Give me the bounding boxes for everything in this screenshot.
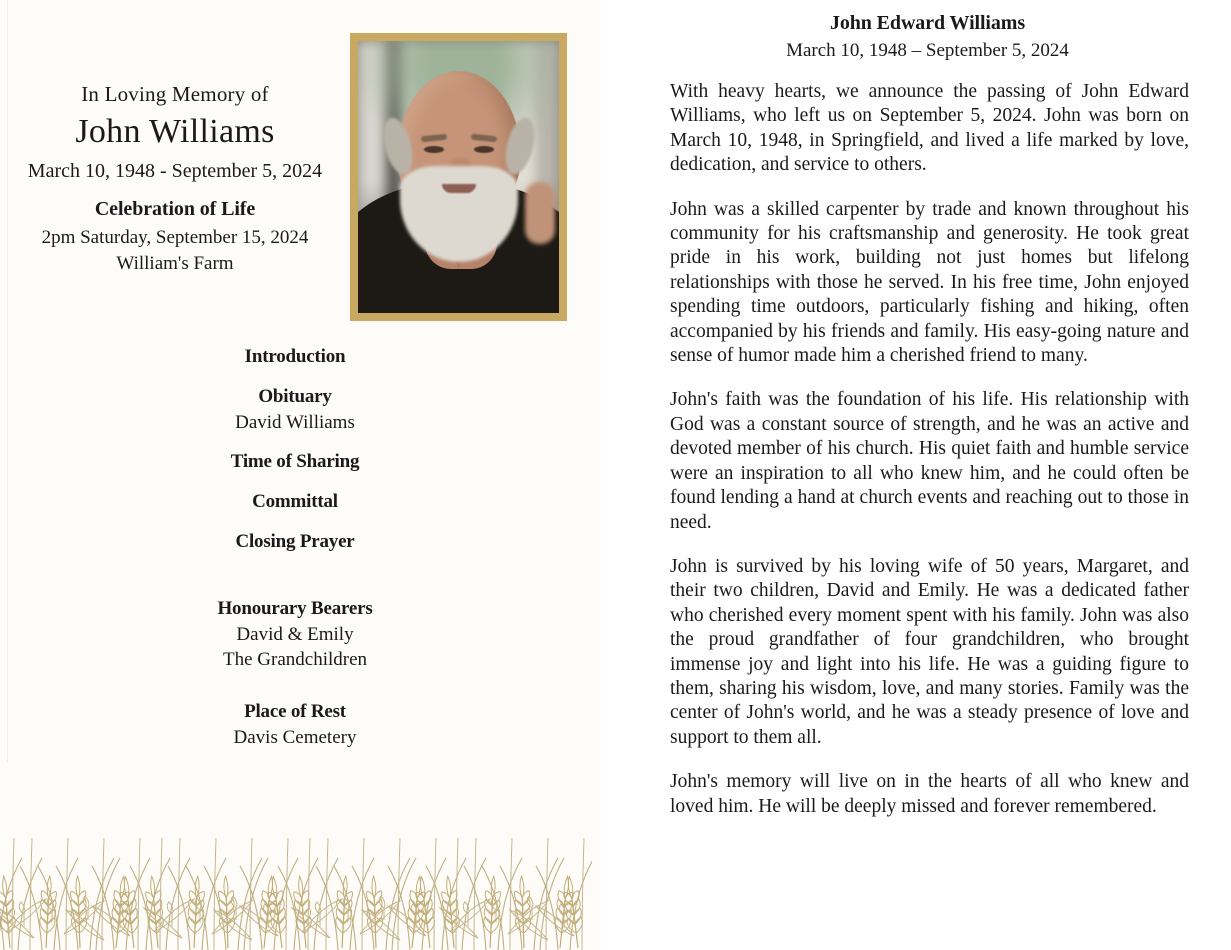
honourary-bearers-line-1: David & Emily (236, 624, 354, 645)
place-of-rest-title: Place of Rest (244, 701, 346, 722)
obituary-paragraph: John is survived by his loving wife of 50 years, Margaret, and their two children, David and Emily. He was a dedicated father who cherished every moment spent with his family. John was also the proud grandfather of four grandchildren, who brought immense joy and light into his life. He was a guiding figure to them, sharing his wisdom, love, and many stories. Family was the center of John's world, and he was a steady presence of love and support to them all. (670, 555, 1189, 748)
order-item-title: Committal (252, 491, 338, 512)
photo-mouth (442, 184, 476, 193)
portrait-photo (358, 41, 559, 313)
obituary-header (624, 0, 1231, 64)
obituary-paragraph: John's memory will live on in the hearts of all who knew and loved him. He will be deeply missed and forever remembered. (670, 771, 1189, 817)
obituary-paragraph: John was a skilled carpenter by trade and known throughout his community for his craftsmanship and generosity. He took great pride in his work, building not just homes but lifelong relationships with those he served. In his free time, John enjoyed spending time outdoors, particularly fishing and hiking, often accompanied by his friends and family. His easy-going nature and sense of humor made him a cherished friend to many. (670, 198, 1189, 367)
portrait-photo-frame (350, 33, 567, 321)
obituary-full-name: John Edward Williams (829, 12, 1026, 34)
obituary-paragraph: John's faith was the foundation of his life. His relationship with God was a constant source of strength, and he was an active and devoted member of his church. His quiet faith and humble service were an inspiration to all who knew him, and he could often be found lending a hand at church events and reaching out to those in need. (670, 389, 1189, 533)
order-item-title: Time of Sharing (230, 451, 360, 472)
obituary-column (624, 0, 1231, 950)
photo-eye-right (474, 146, 494, 153)
order-item-title: Obituary (258, 386, 332, 407)
deceased-name: John Williams (75, 113, 275, 150)
order-item (145, 384, 445, 435)
obituary-body (624, 64, 1231, 819)
order-of-service-list (145, 344, 445, 555)
order-item-title: Introduction (244, 346, 346, 367)
order-item (145, 529, 445, 555)
order-item-title: Closing Prayer (235, 531, 355, 552)
wheat-illustration-icon (0, 762, 592, 950)
wheat-border-decoration (0, 762, 592, 950)
photo-hand (525, 182, 555, 244)
service-time: 2pm Saturday, September 15, 2024 (41, 227, 309, 248)
honourary-bearers-block (145, 596, 445, 672)
place-of-rest-block (145, 699, 445, 750)
service-details-block (0, 196, 350, 277)
obituary-paragraph: With heavy hearts, we announce the passing of John Edward Williams, who left us on September 5, 2024. John was born on March 10, 1948, in Springfield, and lived a life marked by love, dedication, and service to others. (670, 81, 1189, 176)
honourary-bearers-line-2: The Grandchildren (222, 649, 368, 670)
obituary-dates: March 10, 1948 – September 5, 2024 (786, 40, 1069, 61)
memorial-heading-block (0, 80, 350, 185)
place-of-rest-line-1: Davis Cemetery (233, 727, 357, 748)
order-item-subtitle: David Williams (235, 412, 355, 433)
order-item (145, 344, 445, 370)
order-item (145, 449, 445, 475)
in-loving-memory-label: In Loving Memory of (81, 82, 269, 106)
service-place: William's Farm (116, 253, 234, 274)
order-item (145, 489, 445, 515)
life-dates: March 10, 1948 - September 5, 2024 (27, 160, 323, 182)
celebration-of-life-title: Celebration of Life (94, 198, 256, 220)
photo-eye-left (424, 146, 444, 153)
honourary-bearers-title: Honourary Bearers (217, 598, 373, 619)
